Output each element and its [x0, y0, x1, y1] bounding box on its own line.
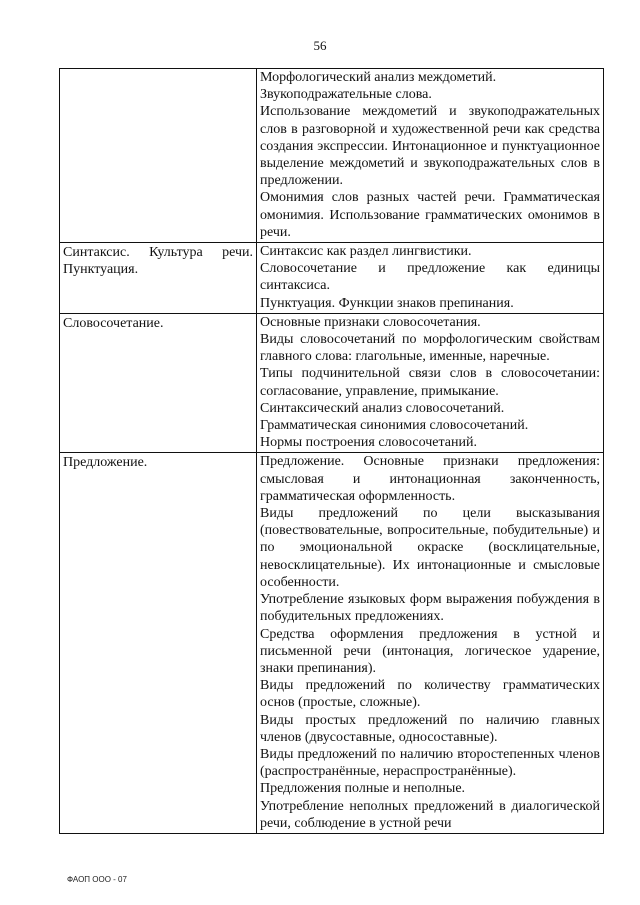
content-item: Виды словосочетаний по морфологическим свойствам главного слова: глагольные, именные, наречные.: [260, 332, 600, 365]
content-item: Синтаксический анализ словосочетаний.: [260, 400, 505, 416]
content-item: Виды предложений по количеству грамматических основ (простые, сложные).: [260, 678, 600, 711]
table-row: [60, 69, 604, 243]
topic-cell: [60, 69, 257, 243]
topic-title: Словосочетание.: [63, 315, 164, 331]
content-item: Основные признаки словосочетания.: [260, 314, 481, 330]
content-item: Предложения полные и неполные.: [260, 781, 466, 797]
topic-cell: [60, 453, 257, 833]
curriculum-table: [59, 68, 604, 834]
content-item: Виды простых предложений по наличию главных членов (двусоставные, односоставные).: [260, 712, 600, 745]
table-row: [60, 313, 604, 453]
content-item: Средства оформления предложения в устной и письменной речи (интонация, логическое ударение, знаки препинания).: [260, 626, 600, 676]
content-item: Типы подчинительной связи слов в словосочетании: согласование, управление, примыкание.: [260, 366, 600, 399]
content-cell: [257, 69, 604, 243]
content-cell: [257, 243, 604, 314]
content-item: Синтаксис как раздел лингвистики.: [260, 244, 472, 260]
topic-cell: [60, 313, 257, 453]
content-item: Пунктуация. Функции знаков препинания.: [260, 295, 514, 311]
content-item: Нормы построения словосочетаний.: [260, 435, 477, 451]
content-item: Употребление языковых форм выражения побуждения в побудительных предложениях.: [260, 592, 600, 625]
content-item: Использование междометий и звукоподражательных слов в разговорной и художественной речи как средства создания экспрессии. Интонационное и пунктуационное выделение междометий и звукоподражательных слов в предложении.: [260, 104, 600, 189]
content-item: Морфологический анализ междометий.: [260, 70, 497, 85]
content-cell: [257, 453, 604, 833]
content-item: Виды предложений по цели высказывания (повествовательные, вопросительные, побудительные) и по эмоциональной окраске (восклицательные, невосклицательные). Их интонационные и смысловые особенности.: [260, 506, 600, 590]
topic-cell: [60, 243, 257, 314]
topic-title: Предложение.: [63, 455, 148, 471]
content-item: Омонимия слов разных частей речи. Грамматическая омонимия. Использование грамматических омонимов в речи.: [260, 190, 600, 240]
table-row: [60, 243, 604, 314]
content-item: Словосочетание и предложение как единицы синтаксиса.: [260, 261, 600, 294]
content-item: Грамматическая синонимия словосочетаний.: [260, 418, 529, 434]
document-footer-code: ФАОП ООО - 07: [67, 875, 127, 884]
table-row: [60, 453, 604, 833]
topic-title: Синтаксис. Культура речи. Пунктуация.: [63, 245, 253, 278]
content-item: Звукоподражательные слова.: [260, 87, 432, 103]
page-number: 56: [313, 38, 327, 53]
content-cell: [257, 313, 604, 453]
content-item: Предложение. Основные признаки предложения: смысловая и интонационная законченность, грамматическая оформленность.: [260, 454, 600, 504]
content-item: Виды предложений по наличию второстепенных членов (распространённые, нераспространённые).: [260, 746, 600, 780]
topic-title: [63, 69, 253, 70]
content-item: Употребление неполных предложений в диалогической речи, соблюдение в устной речи: [260, 798, 600, 831]
